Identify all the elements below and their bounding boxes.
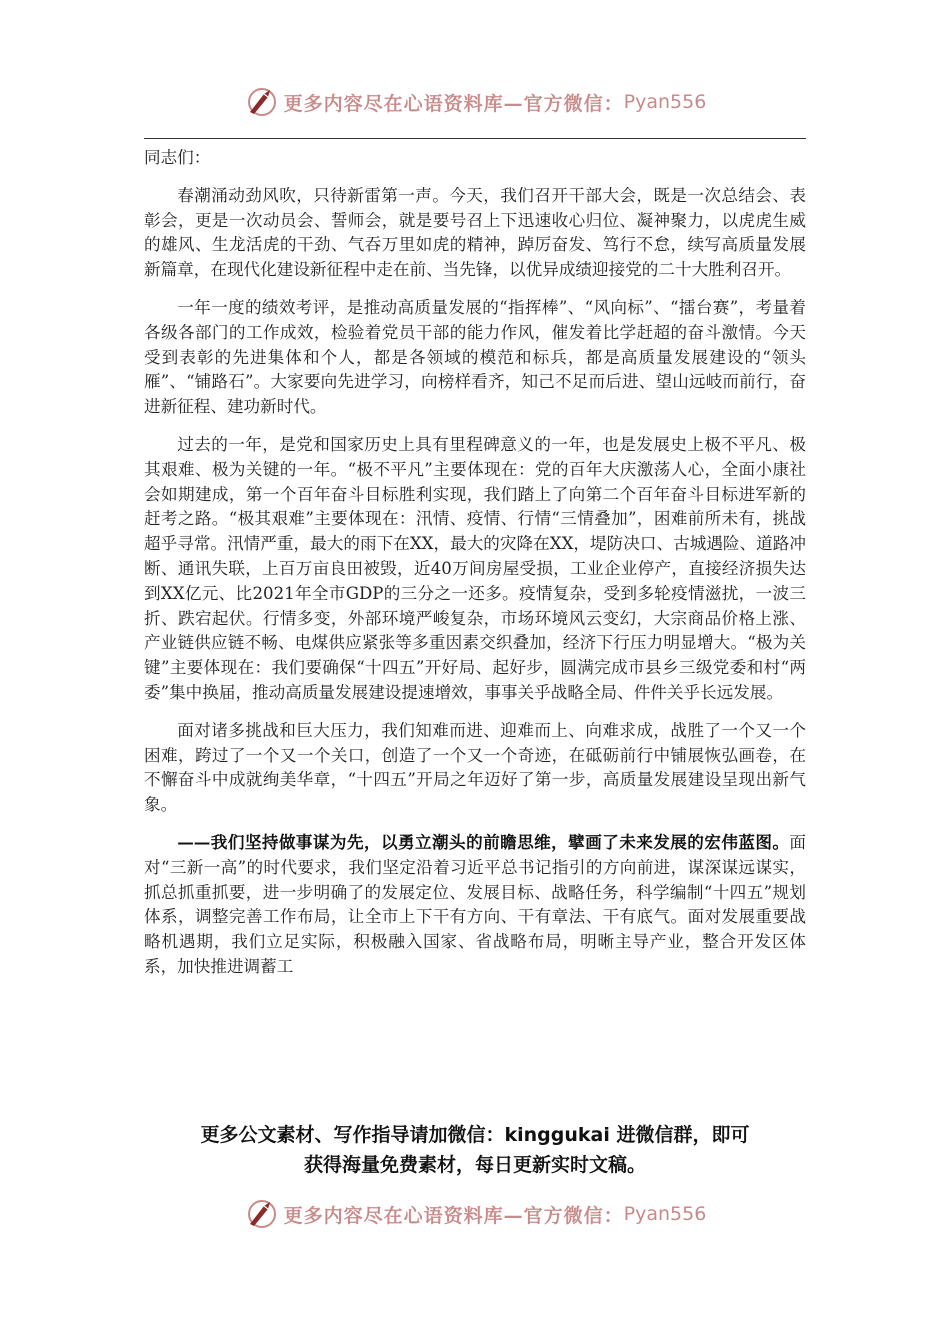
paragraph: 春潮涌动劲风吹，只待新雷第一声。今天，我们召开干部大会，既是一次总结会、表彰会，更是一次动员会、誓师会，就是要号召上下迅速收心归位、凝神聚力，以虎虎生威的雄风、生龙活虎的干劲、气吞万里如虎的精神，踔厉奋发、笃行不怠，续写高质量发展新篇章，在现代化建设新征程中走在前、当先锋，以优异成绩迎接党的二十大胜利召开。 bbox=[144, 185, 806, 280]
promo-line-2: 获得海量免费素材，每日更新实时文稿。 bbox=[303, 1154, 646, 1176]
paragraph: 一年一度的绩效考评，是推动高质量发展的“指挥棒”、“风向标”、“擂台赛”，考量着各级各部门的工作成效，检验着党员干部的能力作风，催发着比学赶超的奋斗激情。今天受到表彰的先进集体和个人，都是各领域的模范和标兵，都是高质量发展建设的“领头雁”、“铺路石”。大家要向先进学习，向榜样看齐，知己不足而后进、望山远岐而前行，奋进新征程、建功新时代。 bbox=[144, 297, 806, 417]
library-logo-icon bbox=[244, 1196, 280, 1232]
paragraph-highlight: ——我们坚持做事谋为先，以勇立潮头的前瞻思维，擘画了未来发展的宏伟蓝图。面对“三新一高”的时代要求，我们坚定沿着习近平总书记指引的方向前进，谋深谋远谋实，抓总抓重抓要，进一步明确了的发展定位、发展目标、战略任务，科学编制“十四五”规划体系，调整完善工作布局，让全市上下干有方向、干有章法、干有底气。面对发展重要战略机遇期，我们立足实际，积极融入国家、省战略布局，明晰主导产业，整合开发区体系，加快推进调蓄工 bbox=[144, 831, 806, 976]
salutation: 同志们： bbox=[144, 148, 211, 167]
document-body bbox=[144, 146, 806, 980]
paragraph: 过去的一年，是党和国家历史上具有里程碑意义的一年，也是发展史上极不平凡、极其艰难、极为关键的一年。“极不平凡”主要体现在：党的百年大庆激荡人心，全面小康社会如期建成，第一个百年奋斗目标胜利实现，我们踏上了向第二个百年奋斗目标进军新的赶考之路。“极其艰难”主要体现在：汛情、疫情、行情“三情叠加”，困难前所未有，挑战超乎寻常。汛情严重，最大的雨下在XX，最大的灾降在XX，堤防决口、古城遇险、道路冲断、通讯失联，上百万亩良田被毁，近40万间房屋受损，工业企业停产，直接经济损失达到XX亿元、比2021年全市GDP的三分之一还多。疫情复杂，受到多轮疫情滋扰，一波三折、跌宕起伏。行情多变，外部环境严峻复杂，市场环境风云变幻，大宗商品价格上涨、产业链供应链不畅、电煤供应紧张等多重因素交织叠加，经济下行压力明显增大。“极为关键”主要体现在：我们要确保“十四五”开好局、起好步，圆满完成市县乡三级党委和村“两委”集中换届，推动高质量发展建设提速增效，事事关乎战略全局、件件关乎长远发展。 bbox=[144, 434, 806, 702]
header-divider bbox=[144, 138, 806, 139]
watermark-wechat-id: Pyan556 bbox=[623, 1203, 707, 1225]
watermark-wechat-id: Pyan556 bbox=[623, 91, 707, 113]
promo-notice bbox=[120, 1120, 830, 1180]
library-logo-icon bbox=[244, 84, 280, 120]
paragraph: 面对诸多挑战和巨大压力，我们知难而进、迎难而上、向难求成，战胜了一个又一个困难，跨过了一个又一个关口，创造了一个又一个奇迹，在砥砺前行中铺展恢弘画卷，在不懈奋斗中成就绚美华章，“十四五”开局之年迈好了第一步，高质量发展建设呈现出新气象。 bbox=[144, 720, 806, 815]
promo-line-1: 更多公文素材、写作指导请加微信：kinggukai 进微信群，即可 bbox=[200, 1124, 750, 1146]
paragraph-lead-bold: ——我们坚持做事谋为先，以勇立潮头的前瞻思维，擘画了未来发展的宏伟蓝图。 bbox=[177, 831, 790, 852]
watermark-header bbox=[0, 80, 950, 124]
watermark-footer bbox=[0, 1192, 950, 1236]
watermark-text: 更多内容尽在心语资料库—官方微信： bbox=[283, 92, 624, 115]
watermark-text: 更多内容尽在心语资料库—官方微信： bbox=[283, 1204, 624, 1227]
